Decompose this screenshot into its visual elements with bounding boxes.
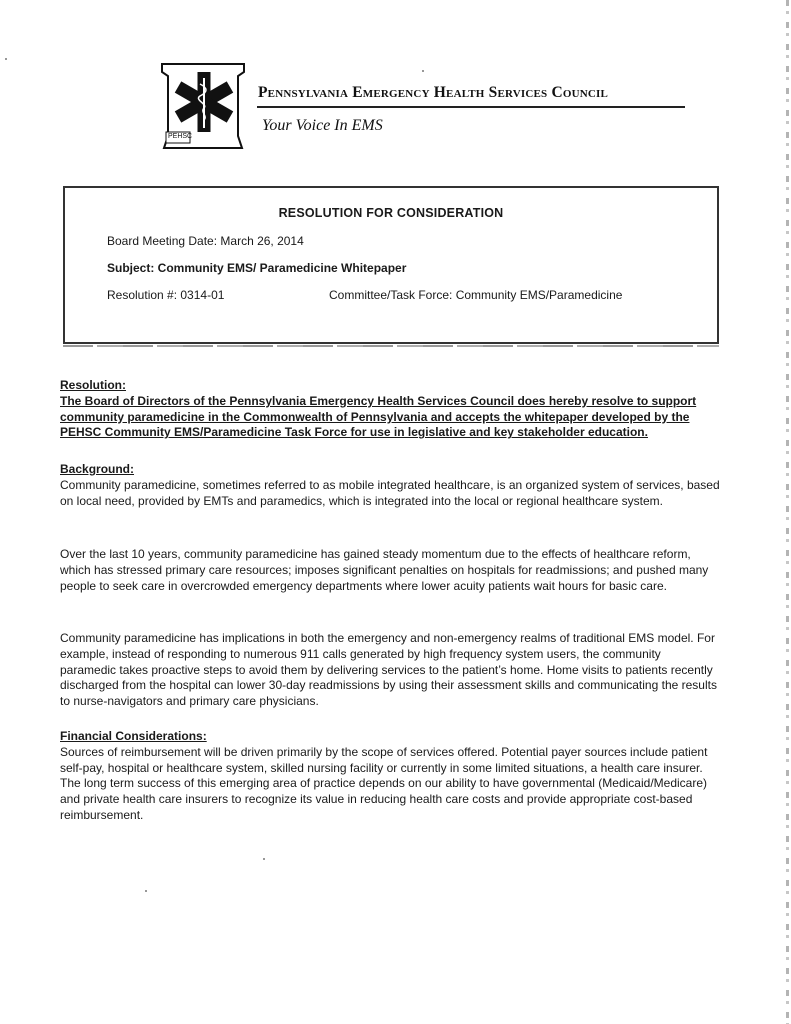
organization-name: Pennsylvania Emergency Health Services Council	[258, 84, 609, 101]
letterhead-rule	[257, 106, 685, 108]
financial-heading: Financial Considerations:	[60, 729, 207, 743]
background-heading: Background:	[60, 462, 135, 476]
scan-speck	[263, 858, 265, 860]
background-paragraph-2-block	[60, 547, 720, 594]
resolution-statement: The Board of Directors of the Pennsylvania Emergency Health Services Council does hereby resolve to support community paramedicine in the Commonwealth of Pennsylvania and accepts the whitepaper developed by the PEHSC Community EMS/Paramedicine Task Force for use in legislative and key stakeholder education.	[60, 393, 697, 440]
tagline: Your Voice In EMS	[262, 117, 383, 134]
scan-speck	[422, 70, 424, 72]
resolution-heading: Resolution:	[60, 378, 126, 392]
financial-paragraph: Sources of reimbursement will be driven primarily by the scope of services offered. Potential payer sources include patient self-pay, hospital or healthcare system, skilled nursing facility or currently in some limited situations, a health care insurer. The long term success of this emerging area of practice depends on our ability to have governmental (Medicaid/Medicare) and private health care insurers to recognize its value in reducing health care costs and provide appropriate cost-based reimbursement.	[60, 744, 708, 822]
logo-label: PEHSC	[168, 133, 193, 140]
background-paragraph-2: Over the last 10 years, community paramedicine has gained steady momentum due to the effects of healthcare reform, which has stressed primary care resources; imposes significant penalties on hospitals for readmissions; and pushed many people to seek care in overcrowded emergency departments where lower acuity patients wait hours for basic care.	[60, 547, 709, 593]
scan-edge	[786, 0, 789, 1024]
meeting-date: Board Meeting Date: March 26, 2014	[107, 234, 304, 248]
scan-speck	[5, 58, 7, 60]
background-paragraph-1: Community paramedicine, sometimes referred to as mobile integrated healthcare, is an organized system of services, based on local need, provided by EMTs and paramedics, which is integrated into the local or regional healthcare system.	[60, 477, 720, 508]
resolution-section	[60, 378, 720, 441]
subject-line: Subject: Community EMS/ Paramedicine Whitepaper	[107, 261, 407, 275]
financial-section	[60, 729, 720, 824]
background-paragraph-3: Community paramedicine has implications in both the emergency and non-emergency realms of traditional EMS model. For example, instead of responding to numerous 911 calls generated by high frequency system users, the community paramedic takes proactive steps to avoid them by delivering services to the patient’s home. Home visits to patients recently discharged from the hospital can lower 30-day readmissions by using their assessment skills and communicating the results to nurse-navigators and primary care physicians.	[60, 631, 717, 709]
pehsc-logo	[158, 62, 248, 150]
background-paragraph-3-block	[60, 631, 720, 710]
background-section	[60, 462, 720, 509]
resolution-box	[63, 186, 719, 344]
committee-task-force: Committee/Task Force: Community EMS/Paramedicine	[329, 288, 623, 302]
resolution-box-title: RESOLUTION FOR CONSIDERATION	[278, 206, 504, 220]
resolution-number: Resolution #: 0314-01	[107, 288, 225, 302]
scan-speck	[145, 890, 147, 892]
